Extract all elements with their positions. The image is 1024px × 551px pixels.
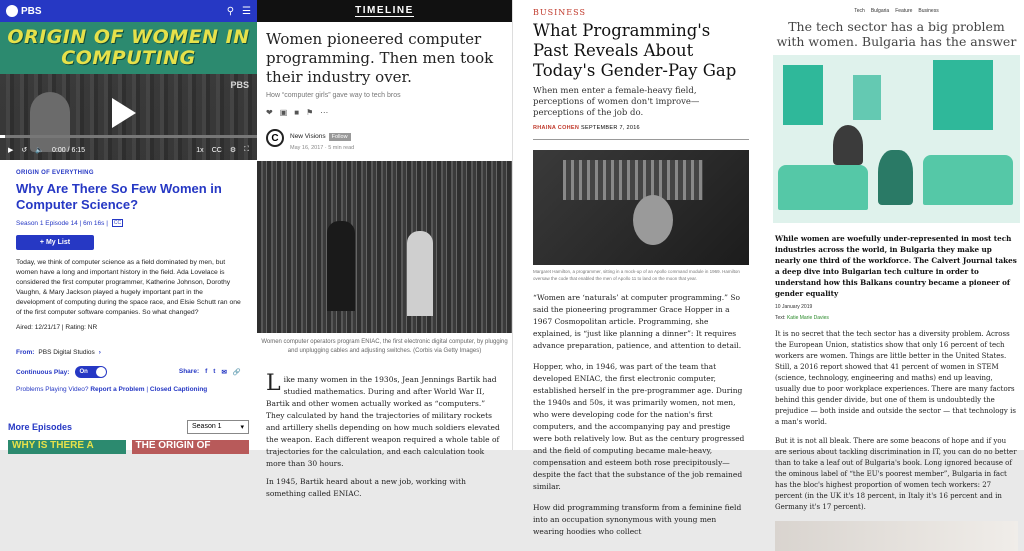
video-progress-bar[interactable] [0,135,257,138]
illus-car [923,155,1013,205]
article-date: SEPTEMBER 7, 2016 [581,125,640,131]
author-link[interactable]: Katie Marie Davies [786,315,829,321]
facebook-icon[interactable]: ■ [294,108,300,117]
cc-button[interactable]: CC [211,146,222,154]
pbs-logo-icon [6,5,18,17]
fullscreen-icon[interactable]: ⛶ [244,146,249,153]
search-icon[interactable]: ⚲ [226,5,235,17]
article-subtitle: How “computer girls” gave way to tech bros [266,92,401,99]
text-label: Text: [775,315,786,321]
toggle-knob [96,367,106,377]
header-illustration [773,55,1020,223]
more-icon[interactable]: ⋯ [320,108,329,117]
volume-icon[interactable]: 🔈 [35,147,44,154]
twitter-icon[interactable]: ❤ [266,108,273,117]
author-name[interactable]: New Visions [290,133,326,140]
photo-figure [633,195,673,245]
illus-figure [833,125,863,165]
twitter-icon[interactable]: t [213,368,216,375]
my-list-button[interactable]: + My List [16,235,94,250]
problems-text: Problems Playing Video? [16,386,89,393]
video-player[interactable] [0,22,257,160]
link-icon[interactable]: 🔗 [232,369,241,376]
linkedin-icon[interactable]: ▣ [279,108,288,117]
play-button-icon[interactable]: ▶ [8,147,14,154]
more-episodes-link[interactable]: More Episodes [8,422,73,432]
video-controls [0,140,257,160]
continuous-play-label: Continuous Play: [16,368,70,376]
problems-separator: | [146,386,149,393]
share-icons [266,108,503,117]
illus-building [933,60,993,130]
pbs-watermark: PBS [230,80,249,90]
business-panel [512,0,769,536]
continuous-play-toggle[interactable] [75,366,107,378]
drop-cap: L [266,371,281,396]
pbs-logo[interactable] [6,5,42,17]
article-body [533,292,749,538]
video-title-art: ORIGIN OF WOMEN IN COMPUTING [0,22,257,74]
article-date: May 16, 2017 · 5 min read [290,145,355,151]
article-dek: When men enter a female-heavy field, perceptions of women don't improve—perceptions of the job do. [533,86,700,118]
illus-building [783,65,823,125]
author-link[interactable]: RHAINA COHEN [533,125,580,131]
pbs-header [0,0,257,22]
episode-meta-text: Season 1 Episode 14 | 6m 16s | [16,219,108,227]
photo-console [563,160,703,200]
settings-icon[interactable]: ⚙ [229,147,237,154]
episode-thumbnail[interactable]: WHY IS THERE A [8,440,126,454]
share-label: Share: [178,368,200,375]
article-title: The tech sector has a big problem with women. Bulgaria has the answer [776,19,1017,49]
author-line [775,315,1018,321]
menu-icon[interactable]: ☰ [242,5,251,17]
chevron-down-icon: ▾ [240,424,244,431]
paragraph: But it is not all bleak. There are some beacons of hope and if you are serious about tackling discrimination in IT, you can do no better than to take a leaf out of Bulgaria's book. Long ignored because of the ominous label of “the EU's poorest member”, Bulgaria in fact has the bloc's highest proportion of women tech workers: 27 percent (in the UK it's 18 percent, in Italy it's 16 percent and in Germany it's 17 percent). [775,437,1017,511]
pbs-logo-text: PBS [21,5,42,17]
author-row [266,125,503,151]
illus-building [853,75,881,120]
article-lead: While women are woefully under-represented in most tech industries across the world, in Bulgaria they make up nearly one third of the workforce. The Calvert Journal takes a deep dive into Bulgarian tech culture in order to understand how this Balkans country became a pioneer of gender equality [775,234,1017,298]
article-date: 10 January 2019 [775,304,813,310]
season-select-value: Season 1 [192,423,222,430]
pbs-panel [0,0,257,450]
hamilton-photo [533,150,749,265]
divider [533,139,749,140]
photo-caption: Margaret Hamilton, a programmer, sitting in a mock-up of an Apollo command module in 1969. Hamilton oversaw the code that enabled the men of Apollo 11 to land on the moon that year. [533,269,740,281]
show-kicker[interactable]: ORIGIN OF EVERYTHING [16,170,94,176]
toggle-label: On [79,369,88,375]
from-source-link[interactable]: PBS Digital Studios [38,349,95,356]
paragraph: “Women are ‘naturals’ at computer programming.” So said the pioneering programmer Grace Hopper in a 1967 Cosmopolitan article. Programming, she explained, is “just like planning a dinner”: It requires advance preparation, patience, and attention to detail. [533,293,742,350]
facebook-icon[interactable]: f [205,368,208,375]
episode-description: Today, we think of computer science as a field dominated by men, but women have a long and important history in the field. Ada Lovelace is considered the first computer programmer, Katherine Johnson, Dorothy Vaughn, & Mary Jackson played a hugely important part in the development of computing during the space race, and Elsie Schutt ran one of the first computer software companies. So what changed? [16,259,241,316]
rewind-icon[interactable]: ↺ [21,147,28,154]
article-title: Women pioneered computer programming. Then men took their industry over. [266,30,494,86]
chevron-right-icon: › [98,349,101,356]
eniac-photo [257,161,512,333]
tag-link[interactable]: Tech [854,8,865,14]
tag-link[interactable]: Bulgaria [870,8,890,14]
illus-car [778,165,868,210]
aired-rating: Aired: 12/21/17 | Rating: NR [16,324,98,331]
speed-button[interactable]: 1x [196,146,204,154]
paragraph: Hopper, who, in 1946, was part of the team that developed ENIAC, the first electronic computer, established herself in the pre-programmer age. During the 1940s and 50s, it was primarily women, not men, who were developing code for the nation's first computers, and the accompanying pay and prestige were both relatively low. But as the century progressed and the field of computing became male-heavy, compensation and esteem both rose precipitously—despite the fact that the substance of the job remained similar. [533,362,745,491]
byline [533,125,749,131]
publisher-logo-icon[interactable]: C [266,129,284,147]
season-select[interactable] [187,420,249,434]
from-row [16,349,241,356]
play-icon[interactable] [112,98,136,128]
timeline-panel [257,0,512,498]
article-body [266,371,503,500]
timeline-logo[interactable]: TIMELINE [355,5,414,16]
tag-link[interactable]: Feature [895,8,913,14]
paragraph: It is no secret that the tech sector has a diversity problem. Across the European Union, statistics show that only 16 percent of tech workers are women. Things are little better in the United States. Still, a 2016 report showed that 41 percent of women in STEM (science, technology, engineering and maths) end up leaving, usually due to poor workplace experiences. There are many factors behind this gender divide, but one of them is undoubtedly the prejudice — both inside and outside the sector — that technology is a man's world. [775,330,1016,426]
paragraph: ike many women in the 1930s, Jean Jennings Bartik had studied mathematics. During and after World War II, Bartik and other women actually worked as “computers.” They calculated by hand the trajectories of military rockets and artillery shells depending on how much soldiers elevated the weapon. Each different weapon required a whole table of trajectories for the calculation, and each calculation took more than 30 hours. [266,375,500,468]
photo-figure [327,221,355,311]
article-body [775,329,1018,513]
inline-photo [775,521,1018,551]
from-label: From: [16,349,35,356]
episode-thumbnail[interactable]: THE ORIGIN OF [132,440,250,454]
section-kicker[interactable]: BUSINESS [533,8,586,17]
episode-title: Why Are There So Few Women in Computer Science? [16,181,222,212]
tag-nav [769,0,1024,14]
report-problem-link[interactable]: Report a Problem [90,386,145,393]
bookmark-icon[interactable]: ⚑ [306,108,314,117]
video-progress-fill [0,135,5,138]
follow-button[interactable]: Follow [329,133,351,141]
problems-row [16,386,241,393]
cc-badge: CC [113,220,122,226]
calvert-panel [769,0,1024,511]
paragraph: How did programming transform from a feminine field into an occupation synonymous with young men wearing hoodies who collect [533,503,742,536]
more-episodes-section [0,412,257,450]
episode-meta [16,219,241,227]
video-time: 0:00 / 6:15 [51,146,86,154]
timeline-header [257,0,512,22]
tag-link[interactable]: Business [918,8,939,14]
continuous-play-row [16,366,241,378]
article-title: What Programming's Past Reveals About Today's Gender-Pay Gap [533,21,737,80]
paragraph: In 1945, Bartik heard about a new job, working with something called ENIAC. [266,477,466,498]
photo-figure [407,231,433,316]
closed-captioning-link[interactable]: Closed Captioning [149,386,208,393]
photo-caption: Women computer operators program ENIAC, the first electronic digital computer, by plugging and unplugging cables and adjusting switches. (Corbis via Getty Images) [261,339,508,354]
email-icon[interactable]: ✉ [221,369,227,376]
illus-figure [878,150,913,205]
